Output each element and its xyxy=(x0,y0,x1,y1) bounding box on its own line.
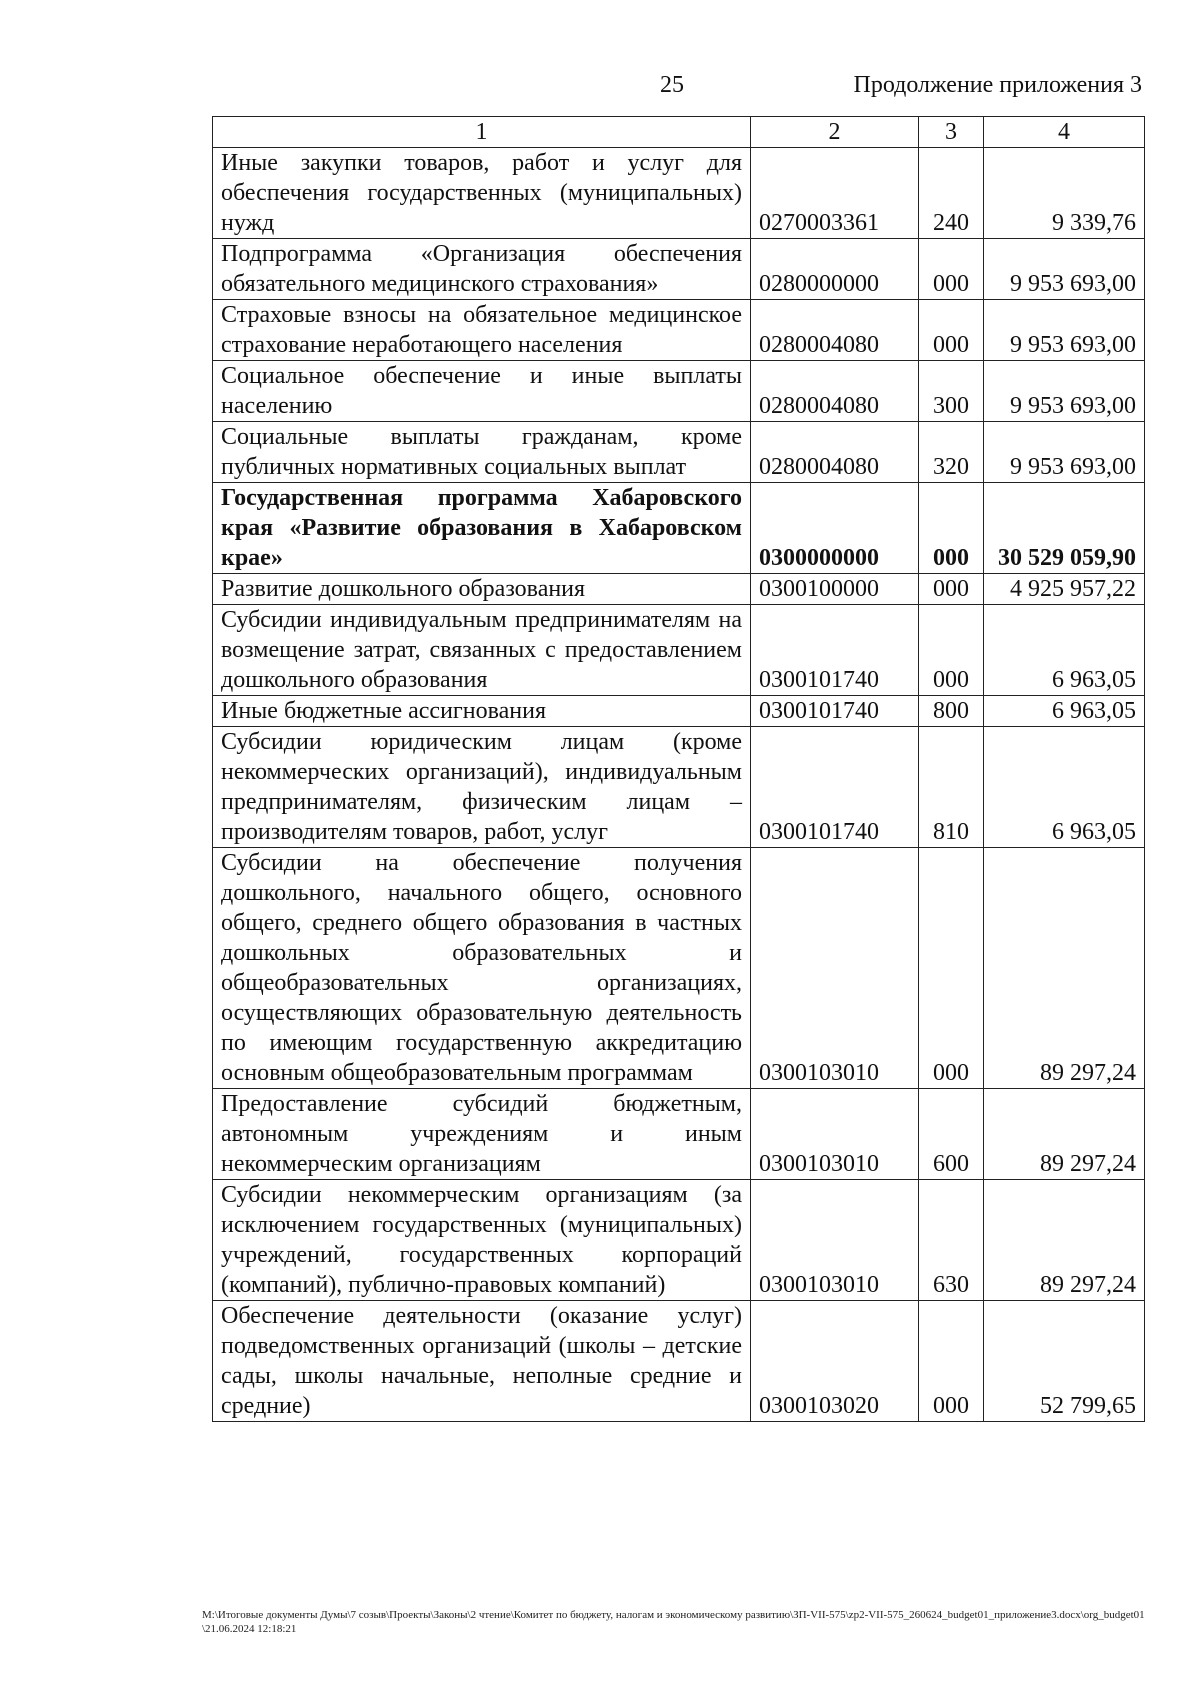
column-header-1: 1 xyxy=(213,117,751,148)
table-row xyxy=(213,422,1145,483)
row-kvr-cell: 000 xyxy=(919,239,984,300)
table-row xyxy=(213,1301,1145,1422)
row-kvr-cell: 000 xyxy=(919,574,984,605)
row-name-cell: Субсидии на обеспечение получения дошкольного, начального общего, основного общего, среднего общего образования в частных дошкольных образовательных и общеобразовательных организациях, осуществляющих образовательную деятельность по имеющим государственную аккредитацию основным общеобразовательным программам xyxy=(213,848,751,1089)
row-amount-cell: 89 297,24 xyxy=(984,848,1145,1089)
budget-table xyxy=(212,116,1145,1422)
table-row xyxy=(213,727,1145,848)
column-header-4: 4 xyxy=(984,117,1145,148)
row-name-cell: Страховые взносы на обязательное медицинское страхование неработающего населения xyxy=(213,300,751,361)
page-number: 25 xyxy=(660,72,684,98)
table-row xyxy=(213,239,1145,300)
row-kvr-cell: 600 xyxy=(919,1089,984,1180)
row-name-cell: Социальные выплаты гражданам, кроме публичных нормативных социальных выплат xyxy=(213,422,751,483)
row-code-cell: 0280004080 xyxy=(751,422,919,483)
row-name-cell: Субсидии индивидуальным предпринимателям на возмещение затрат, связанных с предоставлением дошкольного образования xyxy=(213,605,751,696)
row-amount-cell: 9 339,76 xyxy=(984,148,1145,239)
row-name-cell: Иные бюджетные ассигнования xyxy=(213,696,751,727)
row-amount-cell: 6 963,05 xyxy=(984,727,1145,848)
row-amount-cell: 89 297,24 xyxy=(984,1180,1145,1301)
table-header-row xyxy=(213,117,1145,148)
row-amount-cell: 30 529 059,90 xyxy=(984,483,1145,574)
row-code-cell: 0300100000 xyxy=(751,574,919,605)
row-kvr-cell: 800 xyxy=(919,696,984,727)
row-amount-cell: 9 953 693,00 xyxy=(984,422,1145,483)
row-amount-cell: 6 963,05 xyxy=(984,605,1145,696)
table-row xyxy=(213,848,1145,1089)
row-code-cell: 0300103010 xyxy=(751,848,919,1089)
document-file-path: M:\Итоговые документы Думы\7 созыв\Проекты\Законы\2 чтение\Комитет по бюджету, налогам и экономическому развитию\ЗП-VII-575\zp2-VII-575_260624_budget01_приложение3.docx\org_budget01\21.06.2024 12:18:21 xyxy=(202,1609,1145,1635)
row-amount-cell: 89 297,24 xyxy=(984,1089,1145,1180)
table-row xyxy=(213,605,1145,696)
row-name-cell: Государственная программа Хабаровского края «Развитие образования в Хабаровском крае» xyxy=(213,483,751,574)
row-amount-cell: 52 799,65 xyxy=(984,1301,1145,1422)
row-code-cell: 0270003361 xyxy=(751,148,919,239)
table-row xyxy=(213,361,1145,422)
column-header-3: 3 xyxy=(919,117,984,148)
row-kvr-cell: 000 xyxy=(919,848,984,1089)
table-row xyxy=(213,574,1145,605)
row-kvr-cell: 000 xyxy=(919,483,984,574)
row-kvr-cell: 000 xyxy=(919,605,984,696)
row-name-cell: Субсидии некоммерческим организациям (за исключением государственных (муниципальных) учреждений, государственных корпораций (компаний), публично-правовых компаний) xyxy=(213,1180,751,1301)
row-amount-cell: 6 963,05 xyxy=(984,696,1145,727)
row-amount-cell: 9 953 693,00 xyxy=(984,361,1145,422)
appendix-continuation-label: Продолжение приложения 3 xyxy=(853,72,1142,98)
row-kvr-cell: 810 xyxy=(919,727,984,848)
row-name-cell: Социальное обеспечение и иные выплаты населению xyxy=(213,361,751,422)
row-amount-cell: 9 953 693,00 xyxy=(984,239,1145,300)
row-code-cell: 0300101740 xyxy=(751,727,919,848)
row-code-cell: 0300103010 xyxy=(751,1089,919,1180)
row-code-cell: 0300101740 xyxy=(751,696,919,727)
row-amount-cell: 4 925 957,22 xyxy=(984,574,1145,605)
row-kvr-cell: 240 xyxy=(919,148,984,239)
row-code-cell: 0300103010 xyxy=(751,1180,919,1301)
column-header-2: 2 xyxy=(751,117,919,148)
row-kvr-cell: 300 xyxy=(919,361,984,422)
row-code-cell: 0300103020 xyxy=(751,1301,919,1422)
row-name-cell: Развитие дошкольного образования xyxy=(213,574,751,605)
row-code-cell: 0280000000 xyxy=(751,239,919,300)
row-name-cell: Предоставление субсидий бюджетным, автономным учреждениям и иным некоммерческим организациям xyxy=(213,1089,751,1180)
row-name-cell: Субсидии юридическим лицам (кроме некоммерческих организаций), индивидуальным предпринимателям, физическим лицам – производителям товаров, работ, услуг xyxy=(213,727,751,848)
row-kvr-cell: 000 xyxy=(919,300,984,361)
row-code-cell: 0280004080 xyxy=(751,300,919,361)
row-name-cell: Обеспечение деятельности (оказание услуг) подведомственных организаций (школы – детские сады, школы начальные, неполные средние и средние) xyxy=(213,1301,751,1422)
table-row xyxy=(213,1180,1145,1301)
row-code-cell: 0300000000 xyxy=(751,483,919,574)
row-code-cell: 0280004080 xyxy=(751,361,919,422)
table-row xyxy=(213,300,1145,361)
row-kvr-cell: 000 xyxy=(919,1301,984,1422)
row-name-cell: Иные закупки товаров, работ и услуг для обеспечения государственных (муниципальных) нужд xyxy=(213,148,751,239)
table-row xyxy=(213,696,1145,727)
row-amount-cell: 9 953 693,00 xyxy=(984,300,1145,361)
table-row xyxy=(213,1089,1145,1180)
table-row xyxy=(213,148,1145,239)
row-kvr-cell: 320 xyxy=(919,422,984,483)
table-row xyxy=(213,483,1145,574)
row-name-cell: Подпрограмма «Организация обеспечения обязательного медицинского страхования» xyxy=(213,239,751,300)
row-kvr-cell: 630 xyxy=(919,1180,984,1301)
row-code-cell: 0300101740 xyxy=(751,605,919,696)
